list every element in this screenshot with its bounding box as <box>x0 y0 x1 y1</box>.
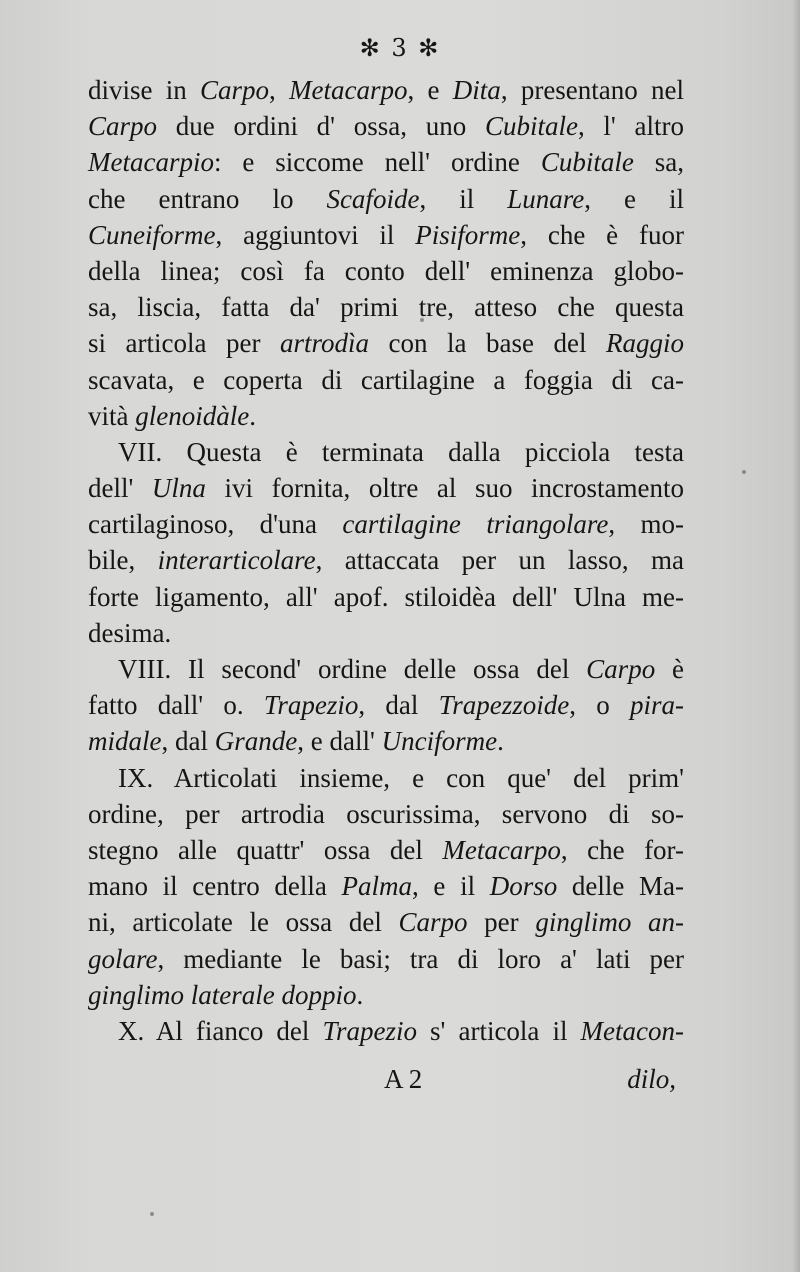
text-line <box>88 181 684 217</box>
text-line <box>88 1013 684 1049</box>
italic-term: Ulna <box>151 473 206 504</box>
italic-term: Unciforme <box>381 726 498 757</box>
italic-term: Cuneiforme <box>88 219 216 250</box>
text-segment: ivi fornita, oltre al suo incrostamento <box>205 473 684 504</box>
text-segment: con la base del <box>369 328 606 359</box>
text-segment: divise in <box>88 75 201 105</box>
text-segment: , <box>269 75 290 105</box>
text-segment: forte ligamento, all' apof. stiloidèa dell' Ulna me- <box>88 581 684 612</box>
text-line <box>88 470 684 506</box>
text-segment: dell' <box>88 473 152 504</box>
text-segment: , e il <box>412 871 490 902</box>
italic-term: Raggio <box>606 328 684 359</box>
text-segment: , o <box>569 690 630 721</box>
italic-term: Metacon- <box>580 1015 684 1046</box>
text-segment: , mo- <box>608 509 684 540</box>
italic-term: interarticolare <box>157 545 316 576</box>
text-segment: , dal <box>358 690 439 721</box>
text-segment: s' articola il <box>416 1015 581 1046</box>
italic-term: Trapezzoide <box>438 690 570 721</box>
italic-term: Metacarpo <box>289 75 408 105</box>
text-segment: è <box>655 654 684 684</box>
page-edge-shadow <box>792 0 800 1272</box>
italic-term: Grande <box>214 726 298 757</box>
text-segment: , e il <box>584 183 684 214</box>
page-footer <box>88 1064 684 1100</box>
italic-term: Lunare <box>507 183 585 214</box>
text-segment: due ordini d' ossa, uno <box>157 111 485 142</box>
text-segment: , che è fuor <box>520 219 684 250</box>
text-segment: , mediante le basi; tra di loro a' lati per <box>157 943 684 974</box>
italic-term: Metacarpo <box>442 834 561 865</box>
text-line <box>88 579 684 615</box>
text-segment: fatto dall' o. <box>88 690 264 721</box>
text-segment: IX. Articolati insieme, e con que' del prim' <box>118 762 684 793</box>
text-line <box>88 904 684 940</box>
text-segment: , dal <box>161 726 215 757</box>
text-segment: X. Al fianco del <box>118 1015 323 1046</box>
text-line <box>88 253 684 289</box>
catchword: dilo, <box>627 1064 676 1094</box>
text-line <box>88 434 684 470</box>
text-line <box>88 506 684 542</box>
italic-term: Trapezio <box>322 1015 417 1046</box>
text-segment: , che for- <box>560 834 685 865</box>
italic-term: Carpo <box>200 75 270 105</box>
text-line <box>88 615 684 651</box>
text-line <box>88 723 684 759</box>
paper-speck <box>742 470 746 474</box>
text-line <box>88 144 684 180</box>
text-segment: si articola per <box>88 328 280 359</box>
text-line <box>88 760 684 796</box>
text-line <box>88 108 684 144</box>
italic-term: Pisiforme <box>415 219 521 250</box>
italic-term: Cubitale <box>540 147 634 178</box>
text-line <box>88 217 684 253</box>
text-line <box>88 868 684 904</box>
italic-term: Dita <box>452 75 501 105</box>
text-line <box>88 651 684 687</box>
italic-term: Cubitale <box>484 111 578 142</box>
text-line <box>88 687 684 723</box>
text-segment: delle Ma- <box>557 871 685 902</box>
paper-speck <box>150 1212 154 1216</box>
text-segment: , aggiuntovi il <box>215 219 416 250</box>
text-line <box>88 832 684 868</box>
italic-term: Carpo <box>586 654 656 684</box>
text-segment: cartilaginoso, d'una <box>88 509 343 540</box>
text-segment: , attaccata per un lasso, ma <box>315 545 684 576</box>
text-segment: che entrano lo <box>88 183 327 214</box>
body-text <box>88 72 684 1049</box>
text-segment: desima. <box>88 617 172 648</box>
text-line <box>88 362 684 398</box>
text-segment: sa, liscia, fatta da' primi tre, atteso che questa <box>88 292 684 323</box>
italic-term: Trapezio <box>263 690 359 721</box>
text-line <box>88 941 684 977</box>
text-segment: , e dall' <box>297 726 382 757</box>
text-line <box>88 72 684 108</box>
text-segment: scavata, e coperta di cartilagine a foggia di ca- <box>88 364 684 395</box>
text-segment: ordine, per artrodia oscurissima, servono di so- <box>88 798 684 829</box>
text-segment: , presentano nel <box>500 75 685 105</box>
text-segment: stegno alle quattr' ossa del <box>88 834 443 865</box>
text-segment: mano il centro della <box>88 871 342 902</box>
italic-term: midale <box>88 726 162 757</box>
italic-term: Palma <box>341 871 413 902</box>
italic-term: cartilagine triangolare <box>342 509 609 540</box>
text-segment: , l' altro <box>577 111 684 142</box>
text-segment: : e siccome nell' ordine <box>213 147 541 178</box>
text-segment: bile, <box>88 545 158 576</box>
page-header: ✻ 3 ✻ <box>359 34 441 62</box>
italic-term: Dorso <box>489 871 558 902</box>
text-segment: per <box>467 907 536 938</box>
text-line <box>88 977 684 1013</box>
signature-mark: A 2 <box>384 1064 423 1094</box>
text-line <box>88 542 684 578</box>
text-line <box>88 796 684 832</box>
text-segment: . <box>497 726 504 757</box>
paper-speck <box>420 318 424 322</box>
italic-term: artrodìa <box>279 328 369 359</box>
text-segment: . <box>249 400 256 431</box>
text-segment: ni, articolate le ossa del <box>88 907 399 938</box>
italic-term: ginglimo laterale doppio <box>88 979 357 1010</box>
text-line <box>88 398 684 434</box>
text-segment: VIII. Il second' ordine delle ossa del <box>118 654 587 684</box>
italic-term: ginglimo an- <box>535 907 684 938</box>
text-segment: sa, <box>633 147 684 178</box>
text-segment: VII. Questa è terminata dalla picciola testa <box>118 436 684 467</box>
text-segment: vità <box>88 400 136 431</box>
text-line <box>88 325 684 361</box>
italic-term: golare <box>88 943 158 974</box>
italic-term: Carpo <box>398 907 468 938</box>
italic-term: pira- <box>629 690 684 721</box>
text-segment: , e <box>407 75 453 105</box>
text-line <box>88 289 684 325</box>
text-segment: , il <box>419 183 508 214</box>
italic-term: glenoidàle <box>135 400 250 431</box>
italic-term: Scafoide <box>326 183 420 214</box>
text-segment: della linea; così fa conto dell' eminenza globo- <box>88 255 684 286</box>
italic-term: Carpo <box>88 111 158 142</box>
italic-term: Metacarpio <box>88 147 214 178</box>
text-segment: . <box>356 979 364 1010</box>
